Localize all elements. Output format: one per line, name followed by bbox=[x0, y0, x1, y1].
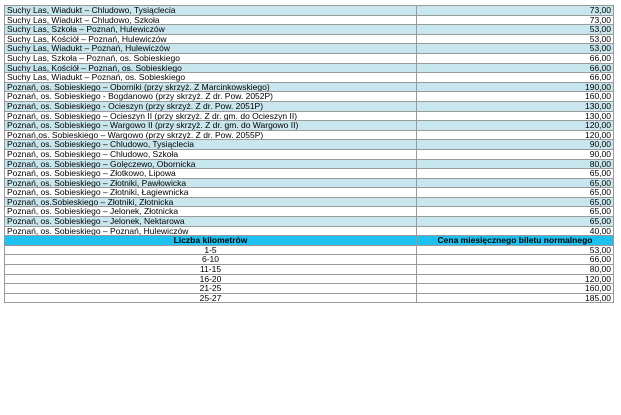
km-range: 6-10 bbox=[5, 255, 417, 265]
route-name: Poznań, os. Sobieskiego – Golęczewo, Obornicka bbox=[5, 159, 417, 169]
route-name: Poznań, os. Sobieskiego – Złotniki, Łagiewnicka bbox=[5, 188, 417, 198]
price-header: Cena miesięcznego biletu normalnego bbox=[417, 236, 614, 246]
route-row bbox=[5, 6, 614, 16]
route-row bbox=[5, 82, 614, 92]
route-row bbox=[5, 197, 614, 207]
route-price: 90,00 bbox=[417, 149, 614, 159]
km-range: 1-5 bbox=[5, 245, 417, 255]
km-range: 16-20 bbox=[5, 274, 417, 284]
route-row bbox=[5, 226, 614, 236]
route-row bbox=[5, 130, 614, 140]
route-name: Suchy Las, Wiadukt – Poznań, os. Sobieskiego bbox=[5, 73, 417, 83]
route-name: Suchy Las, Szkoła – Poznań, Hulewiczów bbox=[5, 25, 417, 35]
route-name: Poznań, os. Sobieskiego – Ocieszyn II (przy skrzyż. Z dr. gm. do Ocieszyn II) bbox=[5, 111, 417, 121]
route-name: Poznań, os. Sobieskiego - Bogdanowo (przy skrzyż. Z dr. Pow. 2052P) bbox=[5, 92, 417, 102]
route-name: Poznań, os. Sobieskiego - Ocieszyn (przy skrzyż. Z dr. Pow. 2051P) bbox=[5, 101, 417, 111]
route-price: 65,00 bbox=[417, 188, 614, 198]
fare-table-container bbox=[4, 5, 614, 303]
route-row bbox=[5, 207, 614, 217]
route-name: Suchy Las, Wiadukt – Chludowo, Tysiąclecia bbox=[5, 6, 417, 16]
route-price: 65,00 bbox=[417, 178, 614, 188]
route-name: Poznań, os. Sobieskiego – Złotkowo, Lipowa bbox=[5, 169, 417, 179]
route-row bbox=[5, 15, 614, 25]
route-price: 190,00 bbox=[417, 82, 614, 92]
route-name: Suchy Las, Szkoła – Poznań, os. Sobieskiego bbox=[5, 53, 417, 63]
km-row bbox=[5, 293, 614, 303]
route-row bbox=[5, 63, 614, 73]
route-row bbox=[5, 140, 614, 150]
km-row bbox=[5, 245, 614, 255]
km-price: 160,00 bbox=[417, 284, 614, 294]
route-price: 66,00 bbox=[417, 73, 614, 83]
route-price: 40,00 bbox=[417, 226, 614, 236]
km-section bbox=[5, 236, 614, 246]
km-header-row bbox=[5, 236, 614, 246]
route-price: 53,00 bbox=[417, 25, 614, 35]
route-row bbox=[5, 178, 614, 188]
route-row bbox=[5, 217, 614, 227]
route-name: Poznań, os. Sobieskiego – Złotniki, Pawłowicka bbox=[5, 178, 417, 188]
route-row bbox=[5, 44, 614, 54]
route-row bbox=[5, 188, 614, 198]
route-row bbox=[5, 169, 614, 179]
km-price: 120,00 bbox=[417, 274, 614, 284]
routes-body bbox=[5, 6, 614, 236]
km-header: Liczba kilometrów bbox=[5, 236, 417, 246]
route-name: Suchy Las, Wiadukt – Chludowo, Szkoła bbox=[5, 15, 417, 25]
route-name: Suchy Las, Kościół – Poznań, Hulewiczów bbox=[5, 34, 417, 44]
route-price: 66,00 bbox=[417, 53, 614, 63]
fare-table bbox=[4, 5, 614, 303]
km-row bbox=[5, 255, 614, 265]
route-price: 80,00 bbox=[417, 159, 614, 169]
route-price: 65,00 bbox=[417, 217, 614, 227]
route-row bbox=[5, 53, 614, 63]
route-price: 73,00 bbox=[417, 15, 614, 25]
km-price: 185,00 bbox=[417, 293, 614, 303]
route-price: 130,00 bbox=[417, 111, 614, 121]
route-row bbox=[5, 101, 614, 111]
km-price: 53,00 bbox=[417, 245, 614, 255]
km-row bbox=[5, 274, 614, 284]
route-name: Poznań, os.Sobieskiego – Złotniki, Złotnicka bbox=[5, 197, 417, 207]
route-price: 53,00 bbox=[417, 34, 614, 44]
route-price: 53,00 bbox=[417, 44, 614, 54]
route-price: 120,00 bbox=[417, 121, 614, 131]
route-price: 160,00 bbox=[417, 92, 614, 102]
route-row bbox=[5, 121, 614, 131]
route-row bbox=[5, 111, 614, 121]
route-name: Suchy Las, Kościół – Poznań, os. Sobieskiego bbox=[5, 63, 417, 73]
route-name: Poznań, os. Sobieskiego – Jelonek, Nektarowa bbox=[5, 217, 417, 227]
route-price: 130,00 bbox=[417, 101, 614, 111]
route-row bbox=[5, 159, 614, 169]
km-range: 11-15 bbox=[5, 265, 417, 275]
route-price: 90,00 bbox=[417, 140, 614, 150]
route-price: 65,00 bbox=[417, 207, 614, 217]
km-body bbox=[5, 245, 614, 303]
km-row bbox=[5, 284, 614, 294]
route-price: 120,00 bbox=[417, 130, 614, 140]
km-price: 80,00 bbox=[417, 265, 614, 275]
km-price: 66,00 bbox=[417, 255, 614, 265]
route-row bbox=[5, 25, 614, 35]
route-name: Poznań,os. Sobieskiego – Wargowo (przy skrzyż. Z dr. Pow. 2055P) bbox=[5, 130, 417, 140]
route-price: 65,00 bbox=[417, 197, 614, 207]
route-name: Poznań, os. Sobieskiego – Poznań, Hulewiczów bbox=[5, 226, 417, 236]
route-name: Poznań, os. Sobieskiego – Oborniki (przy skrzyż. Z Marcinkowskiego) bbox=[5, 82, 417, 92]
route-name: Poznań, os. Sobieskiego – Wargowo II (przy skrzyż. Z dr. gm. do Wargowo II) bbox=[5, 121, 417, 131]
km-row bbox=[5, 265, 614, 275]
km-range: 21-25 bbox=[5, 284, 417, 294]
route-row bbox=[5, 92, 614, 102]
route-name: Suchy Las, Wiadukt – Poznań, Hulewiczów bbox=[5, 44, 417, 54]
route-price: 66,00 bbox=[417, 63, 614, 73]
route-name: Poznań, os. Sobieskiego – Chludowo, Tysiąclecia bbox=[5, 140, 417, 150]
route-name: Poznań, os. Sobieskiego – Chludowo, Szkoła bbox=[5, 149, 417, 159]
route-row bbox=[5, 149, 614, 159]
route-name: Poznań, os. Sobieskiego – Jelonek, Złotnicka bbox=[5, 207, 417, 217]
km-range: 25-27 bbox=[5, 293, 417, 303]
route-price: 65,00 bbox=[417, 169, 614, 179]
route-row bbox=[5, 73, 614, 83]
route-price: 73,00 bbox=[417, 6, 614, 16]
route-row bbox=[5, 34, 614, 44]
